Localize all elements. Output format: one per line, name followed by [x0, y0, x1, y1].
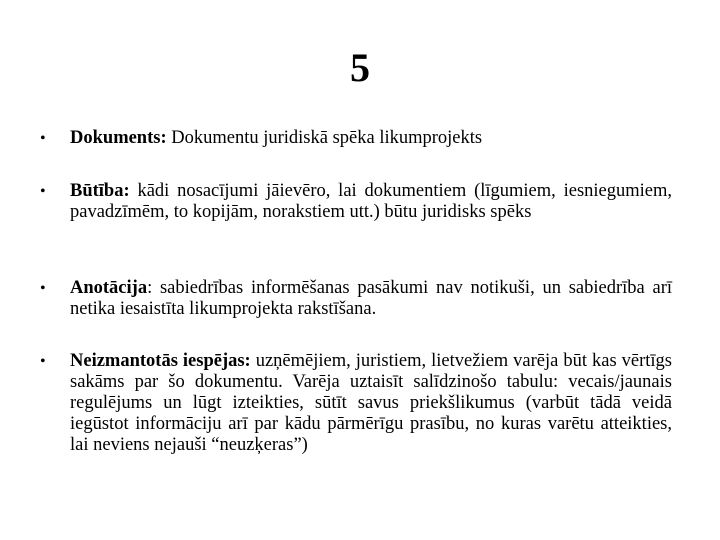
bullet-dot-icon: •	[40, 130, 46, 147]
bullet-term: Dokuments:	[70, 128, 167, 148]
bullet-dot-icon: •	[40, 183, 46, 200]
bullet-term: Anotācija	[70, 278, 148, 298]
bullet-item-anotacija	[40, 278, 672, 320]
slide-title: 5	[350, 45, 370, 90]
bullet-item-butiba	[40, 181, 672, 223]
bullet-body: kādi nosacījumi jāievēro, lai dokumentiem (līgumiem, iesniegumiem, pavadzīmēm, to kopijām, norakstiem utt.) būtu juridisks spēks	[70, 181, 672, 222]
bullet-text	[70, 181, 672, 223]
bullet-dot-icon: •	[40, 353, 46, 370]
bullet-text	[70, 128, 672, 149]
bullet-term: Neizmantotās iespējas:	[70, 351, 251, 371]
bullet-item-dokuments	[40, 128, 672, 149]
bullet-term: Būtība:	[70, 181, 130, 201]
bullet-dot-icon: •	[40, 280, 46, 297]
bullet-body: Dokumentu juridiskā spēka likumprojekts	[166, 128, 483, 148]
bullet-body: uzņēmējiem, juristiem, lietvežiem varēja būt kas vērtīgs sakāms par šo dokumentu. Varēja uztaisīt salīdzinošo tabulu: vecais/jaunais regulējums un lūgt izteikties, sūtīt savus priekšlikumus (varbūt tādā veidā iegūstot informāciju arī par kādu pārmērīgu prasību, no kuras varētu atteikties, lai neviens nejauši “neuzķeras”)	[70, 351, 672, 455]
bullet-item-neizmantotas-iespejas	[40, 351, 672, 456]
bullet-body: : sabiedrības informēšanas pasākumi nav notikuši, un sabiedrība arī netika iesaistīta likumprojekta rakstīšana.	[70, 278, 672, 319]
bullet-text	[70, 351, 672, 456]
bullet-text	[70, 278, 672, 320]
